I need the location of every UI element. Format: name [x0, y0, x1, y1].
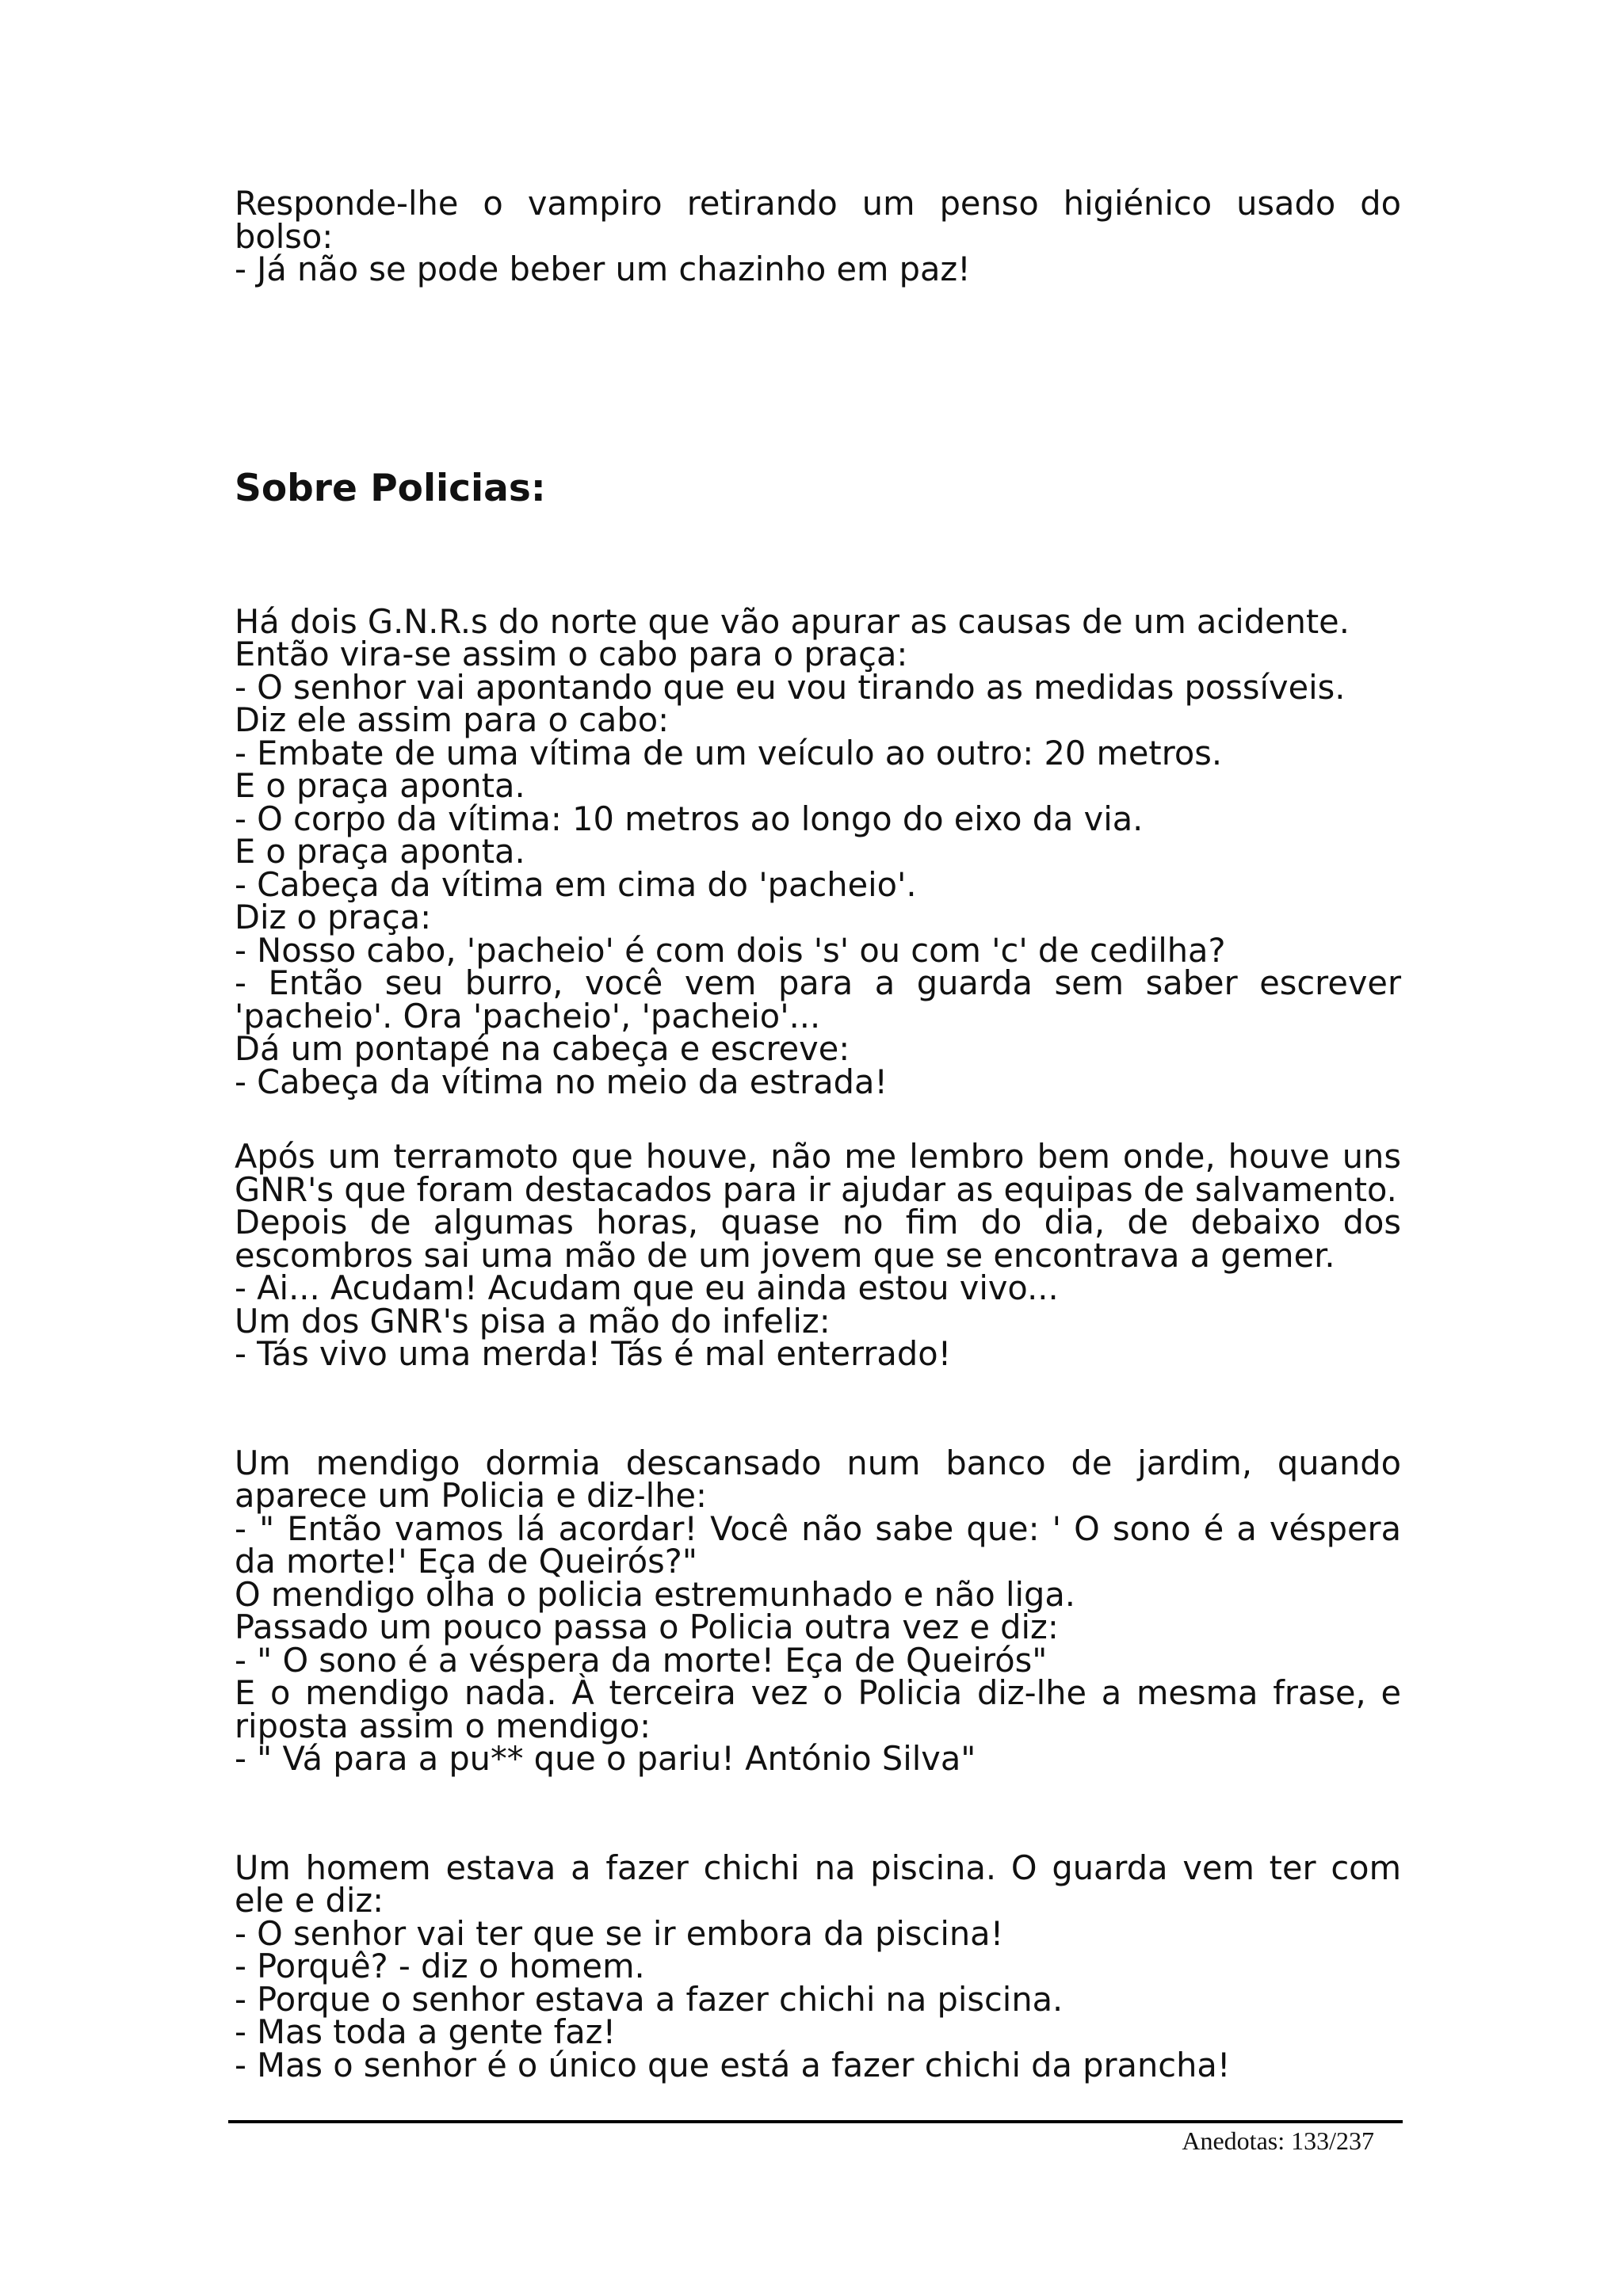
text-line: riposta assim o mendigo:	[235, 1706, 651, 1745]
text-line: bolso:	[235, 216, 334, 256]
text-line: Um dos GNR's pisa a mão do infeliz:	[235, 1301, 831, 1341]
text-line: - " Vá para a pu** que o pariu! António Silva"	[235, 1739, 976, 1778]
text-line: - Então seu burro, você vem para a guarda sem saber escrever	[235, 963, 1401, 1002]
page-content	[235, 184, 1401, 2084]
text-line: - Mas toda a gente faz!	[235, 2012, 617, 2051]
text-line: Dá um pontapé na cabeça e escreve:	[235, 1029, 850, 1068]
text-line: Diz ele assim para o cabo:	[235, 700, 670, 739]
joke-paragraph	[235, 601, 1401, 1101]
text-line: - O senhor vai ter que se ir embora da piscina!	[235, 1913, 1004, 1953]
text-line: - Embate de uma vítima de um veículo ao outro: 20 metros.	[235, 733, 1223, 772]
joke-paragraph	[235, 1137, 1401, 1373]
text-line: - Porquê? - diz o homem.	[235, 1947, 645, 1985]
text-line: Há dois G.N.R.s do norte que vão apurar as causas de um acidente.	[235, 601, 1350, 641]
text-line: - Cabeça da vítima no meio da estrada!	[235, 1062, 888, 1101]
text-line: - O corpo da vítima: 10 metros ao longo do eixo da via.	[235, 799, 1144, 838]
text-line: Diz o praça:	[235, 898, 432, 936]
text-line: - O senhor vai apontando que eu vou tirando as medidas possíveis.	[235, 667, 1346, 707]
text-line: ele e diz:	[235, 1881, 384, 1920]
text-line: - Porque o senhor estava a fazer chichi na piscina.	[235, 1979, 1064, 2019]
text-line: Um homem estava a fazer chichi na piscina. O guarda vem ter com	[235, 1848, 1401, 1887]
text-line: - Mas o senhor é o único que está a fazer chichi da prancha!	[235, 2045, 1231, 2084]
text-line: Passado um pouco passa o Policia outra vez e diz:	[235, 1608, 1059, 1646]
text-line: - " O sono é a véspera da morte! Eça de Queirós"	[235, 1640, 1048, 1680]
text-line: - Cabeça da vítima em cima do 'pacheio'.	[235, 864, 917, 904]
intro-paragraph	[235, 184, 1401, 288]
text-line: E o praça aponta.	[235, 832, 525, 871]
text-line: E o praça aponta.	[235, 766, 525, 805]
footer-divider	[228, 2120, 1403, 2123]
text-line: 'pacheio'. Ora 'pacheio', 'pacheio'...	[235, 996, 821, 1035]
text-line: escombros sai uma mão de um jovem que se encontrava a gemer.	[235, 1235, 1335, 1275]
text-line: aparece um Policia e diz-lhe:	[235, 1476, 708, 1515]
text-line: Um mendigo dormia descansado num banco de jardim, quando	[235, 1443, 1401, 1482]
text-line: da morte!' Eça de Queirós?"	[235, 1542, 697, 1581]
text-line: Após um terramoto que houve, não me lembro bem onde, houve uns	[235, 1137, 1401, 1176]
text-line: - Tás vivo uma merda! Tás é mal enterrado!	[235, 1334, 952, 1373]
text-line: Então vira-se assim o cabo para o praça:	[235, 635, 908, 673]
joke-paragraph	[235, 1443, 1401, 1778]
text-line: - Ai... Acudam! Acudam que eu ainda estou vivo...	[235, 1268, 1059, 1307]
section-heading: Sobre Policias:	[235, 466, 546, 510]
text-line: E o mendigo nada. À terceira vez o Policia diz-lhe a mesma frase, e	[235, 1673, 1401, 1712]
text-line: O mendigo olha o policia estremunhado e não liga.	[235, 1574, 1075, 1614]
text-line: - Já não se pode beber um chazinho em paz!	[235, 250, 971, 288]
page-footer: Anedotas: 133/237	[1182, 2126, 1374, 2155]
text-line: Depois de algumas horas, quase no fim do dia, de debaixo dos	[235, 1203, 1401, 1241]
text-line: GNR's que foram destacados para ir ajudar as equipas de salvamento.	[235, 1169, 1397, 1209]
text-line: - " Então vamos lá acordar! Você não sabe que: ' O sono é a véspera	[235, 1508, 1401, 1548]
text-line: - Nosso cabo, 'pacheio' é com dois 's' ou com 'c' de cedilha?	[235, 930, 1226, 970]
joke-paragraph	[235, 1848, 1401, 2084]
text-line: Responde-lhe o vampiro retirando um penso higiénico usado do	[235, 184, 1401, 223]
